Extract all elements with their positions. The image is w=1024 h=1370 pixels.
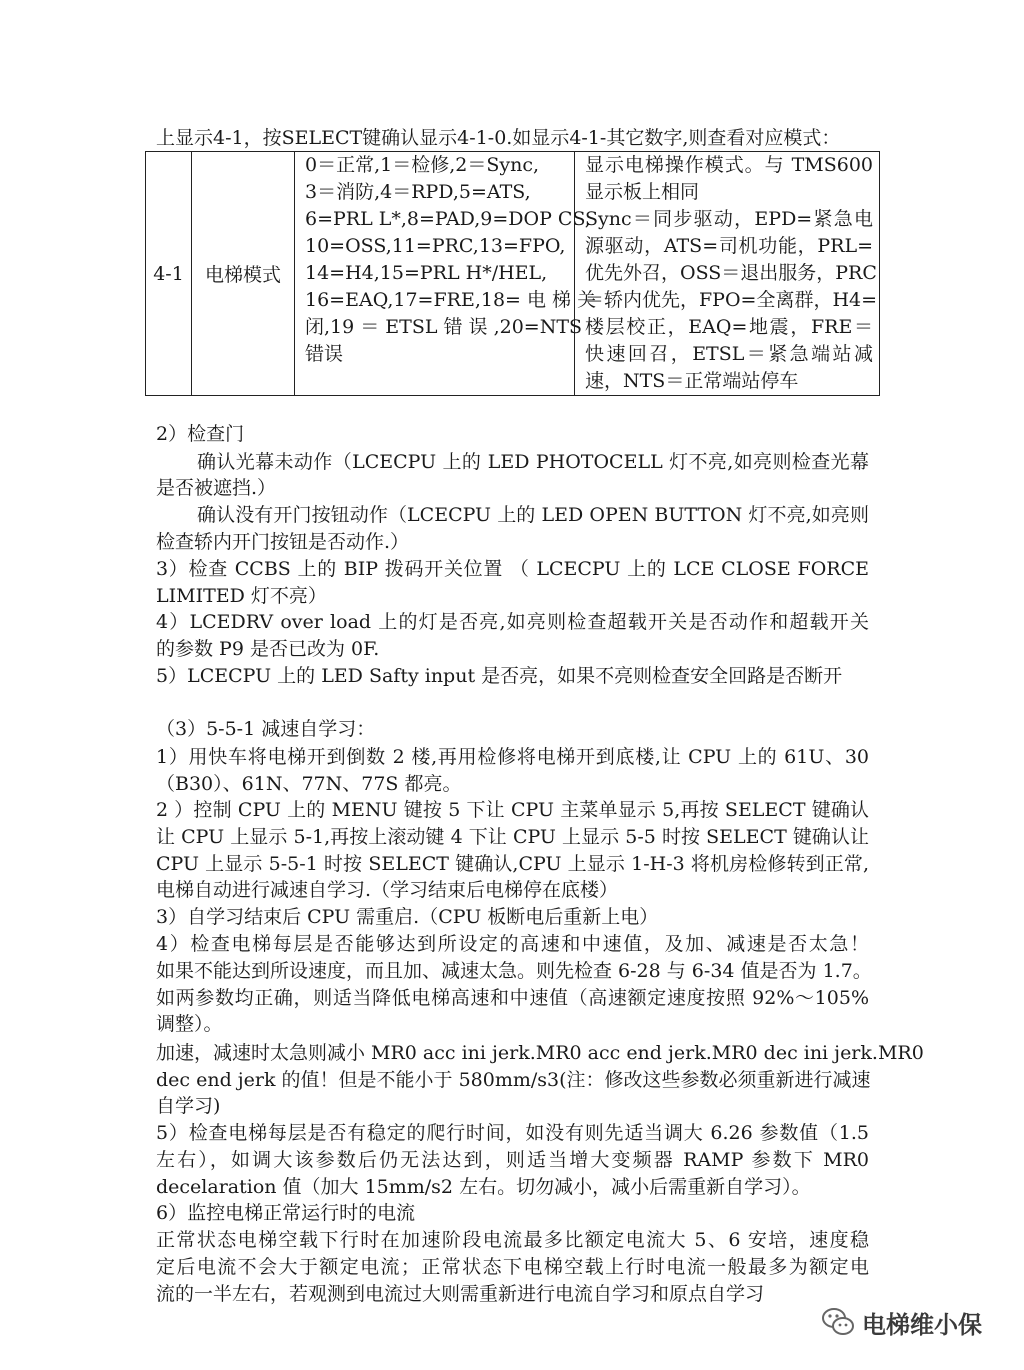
mode-name-cell: 电梯模式 (192, 152, 295, 396)
body-line: 确认没有开门按钮动作（LCECPU 上的 LED OPEN BUTTON 灯不亮,如亮则 (197, 504, 869, 526)
mode-desc-line: 源驱动，ATS=司机功能，PRL= (585, 235, 873, 257)
mode-values-line: 16=EAQ,17=FRE,18= 电 梯 关 (305, 289, 597, 311)
body-line: 流的一半左右，若观测到电流过大则需重新进行电流自学习和原点自学习 (156, 1283, 765, 1305)
body-line: 4）检查电梯每层是否能够达到所设定的高速和中速值，及加、减速是否太急！ (156, 933, 869, 955)
mode-desc-line: 显示电梯操作模式。与 TMS600 (585, 154, 873, 176)
mode-values-line: 0＝正常,1＝检修,2＝Sync, (305, 154, 540, 176)
body-line: 电梯自动进行减速自学习.（学习结束后电梯停在底楼） (156, 879, 619, 901)
body-line: 左右），如调大该参数后仍无法达到，则适当增大变频器 RAMP 参数下 MR0 (156, 1149, 869, 1171)
intro-line: 上显示4-1，按SELECT键确认显示4-1-0.如显示4-1-其它数字,则查看对应模式： (156, 127, 841, 149)
body-line: 5）LCECPU 上的 LED Safty input 是否亮，如果不亮则检查安全回路是否断开 (156, 665, 843, 687)
body-line: CPU 上显示 5-5-1 时按 SELECT 键确认,CPU 上显示 1-H-3 将机房检修转到正常, (156, 853, 869, 875)
body-line: 检查轿内开门按钮是否动作.） (156, 531, 410, 553)
mode-desc-line: ＝轿内优先，FPO=全离群，H4= (585, 289, 878, 311)
body-line: 让 CPU 上显示 5-1,再按上滚动键 4 下让 CPU 上显示 5-5 时按 SELECT 键确认让 (156, 826, 869, 848)
mode-desc-line: 快速回召，ETSL＝紧急端站减 (585, 343, 873, 365)
wechat-icon (820, 1304, 856, 1340)
mode-values-line: 闭,19 ＝ ETSL 错 误 ,20=NTS (305, 316, 583, 338)
body-line: LIMITED 灯不亮） (156, 585, 327, 607)
body-line: 确认光幕未动作（LCECPU 上的 LED PHOTOCELL 灯不亮,如亮则检查光幕 (197, 451, 869, 473)
body-line: decelaration 值（加大 15mm/s2 左右。切勿减小，减小后需重新自学习）。 (156, 1176, 811, 1198)
body-line: 的参数 P9 是否已改为 0F. (156, 638, 380, 660)
body-line: 加速，减速时太急则减小 MR0 acc ini jerk.MR0 acc end jerk.MR0 dec ini jerk.MR0 (156, 1042, 924, 1064)
body-line: 如两参数均正确，则适当降低电梯高速和中速值（高速额定速度按照 92%～105% (156, 987, 869, 1009)
mode-values-line: 错误 (305, 343, 344, 365)
watermark-text: 电梯维小保 (862, 1310, 982, 1339)
body-line: dec end jerk 的值！但是不能小于 580mm/s3(注：修改这些参数必须重新进行减速 (156, 1069, 871, 1091)
body-line: 5）检查电梯每层是否有稳定的爬行时间，如没有则先适当调大 6.26 参数值（1.5 (156, 1122, 869, 1144)
body-line: 3）检查 CCBS 上的 BIP 拨码开关位置 （ LCECPU 上的 LCE CLOSE FORCE (156, 558, 869, 580)
section-heading: （3）5-5-1 减速自学习： (156, 718, 376, 740)
elevator-mode-table (145, 151, 880, 396)
watermark (820, 1302, 982, 1342)
body-line: 是否被遮挡.） (156, 477, 277, 499)
mode-values-line: 14=H4,15=PRL H*/HEL, (305, 262, 548, 284)
mode-values-cell (295, 152, 597, 396)
mode-values-line: 10=OSS,11=PRC,13=FPO, (305, 235, 566, 257)
body-line: 4）LCEDRV over load 上的灯是否亮,如亮则检查超载开关是否动作和超载开关 (156, 611, 869, 633)
mode-desc-line: 速，NTS＝正常端站停车 (585, 370, 799, 392)
body-line: 如果不能达到所设速度，而且加、减速太急。则先检查 6-28 与 6-34 值是否为 1.7。 (156, 960, 872, 982)
body-line: （B30）、61N、77N、77S 都亮。 (156, 773, 462, 795)
mode-values-line: 6=PRL L*,8=PAD,9=DOP CS, (305, 208, 591, 230)
mode-values-line: 3＝消防,4＝RPD,5=ATS, (305, 181, 531, 203)
mode-desc-line: 楼层校正，EAQ=地震，FRE＝ (585, 316, 873, 338)
table-row (146, 152, 880, 396)
mode-code-cell: 4-1 (146, 152, 192, 396)
body-line: 6）监控电梯正常运行时的电流 (156, 1202, 416, 1224)
body-line: 2）检查门 (156, 423, 245, 445)
mode-desc-line: 显示板上相同 (585, 181, 700, 203)
mode-desc-line: Sync＝同步驱动，EPD=紧急电 (585, 208, 873, 230)
mode-desc-line: 优先外召，OSS＝退出服务，PRC (585, 262, 877, 284)
body-line: 定后电流不会大于额定电流；正常状态下电梯空载上行时电流一般最多为额定电 (156, 1256, 869, 1278)
body-line: 1）用快车将电梯开到倒数 2 楼,再用检修将电梯开到底楼,让 CPU 上的 61U、30 (156, 746, 869, 768)
body-line: 正常状态电梯空载下行时在加速阶段电流最多比额定电流大 5、6 安培，速度稳 (156, 1229, 869, 1251)
body-line: 自学习) (156, 1095, 221, 1117)
mode-description-cell (575, 152, 880, 396)
body-line: 2 ）控制 CPU 上的 MENU 键按 5 下让 CPU 主菜单显示 5,再按 SELECT 键确认 (156, 799, 869, 821)
body-line: 调整）。 (156, 1013, 223, 1035)
body-line: 3）自学习结束后 CPU 需重启.（CPU 板断电后重新上电） (156, 906, 659, 928)
